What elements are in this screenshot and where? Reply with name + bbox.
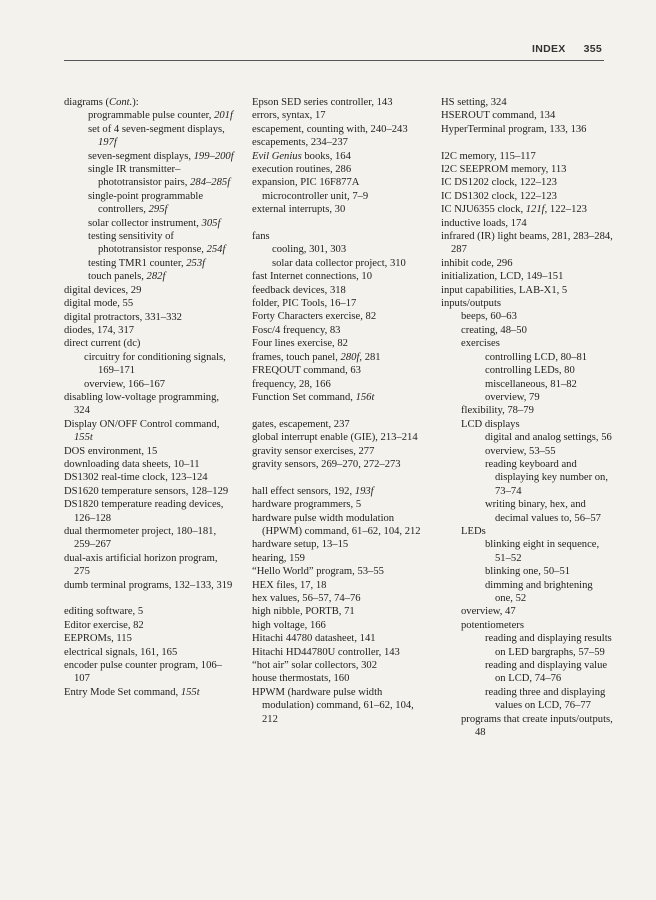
entry-text: gravity sensors, 269–270, 272–273 <box>252 458 401 470</box>
index-subentry <box>441 310 613 323</box>
entry-text: digital protractors, 331–332 <box>64 311 182 323</box>
index-entry <box>252 445 424 458</box>
entry-text: overview, 53–55 <box>485 445 556 457</box>
index-subentry <box>64 123 236 150</box>
index-entry <box>64 311 236 324</box>
entry-text: fast Internet connections, 10 <box>252 271 373 283</box>
index-entry <box>252 659 424 672</box>
index-entry <box>252 672 424 685</box>
index-entry <box>441 284 613 297</box>
index-entry <box>441 190 613 203</box>
entry-text: LEDs <box>461 525 486 537</box>
entry-text: DS1620 temperature sensors, 128–129 <box>64 485 229 497</box>
index-entry <box>252 364 424 377</box>
entry-text: inhibit code, 296 <box>441 257 513 269</box>
index-entry <box>252 163 424 176</box>
letter-group-gap <box>252 471 424 484</box>
entry-text: LCD displays <box>461 418 520 430</box>
entry-text: dimming and brightening one, 52 <box>485 579 593 605</box>
entry-text: IC NJU6355 clock, <box>441 204 526 216</box>
entry-text: dual-axis artificial horizon program, 275 <box>64 552 218 578</box>
entry-text: infrared (IR) light beams, 281, 283–284, 287 <box>441 231 613 256</box>
entry-text: blinking eight in sequence, 51–52 <box>485 539 600 564</box>
entry-italic: 295f <box>148 204 168 216</box>
entry-text: IC DS1202 clock, 122–123 <box>441 177 557 189</box>
entry-text: cooling, 301, 303 <box>272 244 347 256</box>
entry-text: Hitachi 44780 datasheet, 141 <box>252 633 376 645</box>
index-subentry <box>441 337 613 350</box>
entry-text: HSEROUT command, 134 <box>441 110 556 122</box>
index-entry <box>64 458 236 471</box>
index-entry <box>441 297 613 310</box>
letter-group-gap <box>252 217 424 230</box>
entry-italic: 199–200f <box>193 150 234 162</box>
entry-text: fans <box>252 231 270 243</box>
entry-suffix: , 281 <box>359 351 381 363</box>
entry-text: gates, escapement, 237 <box>252 418 350 430</box>
index-entry <box>252 418 424 431</box>
index-entry <box>441 257 613 270</box>
entry-text: inductive loads, 174 <box>441 217 527 229</box>
entry-text: blinking one, 50–51 <box>485 566 571 578</box>
entry-text: frames, touch panel, <box>252 351 341 363</box>
index-entry <box>441 123 613 136</box>
index-entry <box>64 284 236 297</box>
index-entry <box>64 391 236 418</box>
entry-text: “hot air” solar collectors, 302 <box>252 660 378 672</box>
index-subentry <box>441 391 613 404</box>
entry-text: Hitachi HD44780U controller, 143 <box>252 646 400 658</box>
entry-text: set of 4 seven-segment displays, <box>88 123 225 135</box>
index-entry <box>441 109 613 122</box>
index-entry <box>441 150 613 163</box>
entry-text: programmable pulse counter, <box>88 110 215 122</box>
entry-text: reading and displaying results on LED bargraphs, 57–59 <box>485 633 612 658</box>
entry-text: HyperTerminal program, 133, 136 <box>441 123 587 135</box>
letter-group-gap <box>64 592 236 605</box>
index-entry <box>64 619 236 632</box>
entry-text: high nibble, PORTB, 71 <box>252 606 355 618</box>
entry-text: downloading data sheets, 10–11 <box>64 458 200 470</box>
index-entry <box>64 445 236 458</box>
entry-text: Entry Mode Set command, <box>64 686 181 698</box>
index-column-1 <box>64 96 236 699</box>
index-subentry <box>441 445 613 458</box>
entry-text: hex values, 56–57, 74–76 <box>252 592 361 604</box>
index-subentry <box>441 351 613 364</box>
index-entry <box>252 324 424 337</box>
index-entry <box>252 686 424 726</box>
letter-group-gap <box>441 136 613 149</box>
entry-italic: 155t <box>74 432 93 444</box>
entry-suffix: , 122–123 <box>544 204 587 216</box>
index-entry <box>252 123 424 136</box>
entry-text: I2C memory, 115–117 <box>441 150 536 162</box>
index-subentry <box>441 431 613 444</box>
entry-text: writing binary, hex, and decimal values to, 56–57 <box>485 499 601 524</box>
index-entry <box>441 176 613 189</box>
entry-text: HPWM (hardware pulse width modulation) command, 61–62, 104, 212 <box>252 686 414 725</box>
entry-text: Forty Characters exercise, 82 <box>252 311 377 323</box>
index-subentry <box>441 525 613 538</box>
index-entry <box>252 297 424 310</box>
entry-text: diagrams ( <box>64 97 110 108</box>
entry-text: “Hello World” program, 53–55 <box>252 566 384 578</box>
entry-text: disabling low-voltage programming, 324 <box>64 391 220 417</box>
entry-italic: 121f <box>525 204 545 216</box>
index-subentry <box>252 243 424 256</box>
entry-text: feedback devices, 318 <box>252 284 346 296</box>
entry-italic: 282f <box>146 271 166 283</box>
entry-text: reading three and displaying values on LCD, 76–77 <box>485 686 606 712</box>
index-subentry <box>64 257 236 270</box>
index-subentry <box>64 351 236 378</box>
entry-text: Fosc/4 frequency, 83 <box>252 324 341 336</box>
index-entry <box>252 310 424 323</box>
entry-text: overview, 79 <box>485 391 540 403</box>
entry-text: seven-segment displays, <box>88 150 194 162</box>
entry-text: editing software, 5 <box>64 606 144 618</box>
entry-text: touch panels, <box>88 271 147 283</box>
index-entry <box>252 619 424 632</box>
entry-text: circuitry for conditioning signals, 169–171 <box>84 351 226 377</box>
entry-text: controlling LCD, 80–81 <box>485 351 588 363</box>
entry-text: Four lines exercise, 82 <box>252 338 348 350</box>
index-entry <box>441 163 613 176</box>
index-subentry <box>441 418 613 431</box>
index-column-2 <box>252 96 424 726</box>
entry-italic: 201f <box>214 110 233 122</box>
entry-text: digital mode, 55 <box>64 298 134 310</box>
entry-text: diodes, 174, 317 <box>64 324 135 336</box>
entry-text: HEX files, 17, 18 <box>252 579 327 591</box>
entry-italic: 193f <box>354 485 374 497</box>
entry-text: DS1302 real-time clock, 123–124 <box>64 472 208 484</box>
entry-text: external interrupts, 30 <box>252 204 346 216</box>
entry-text: digital and analog settings, 56 <box>485 432 612 444</box>
entry-suffix: ): <box>132 97 139 108</box>
index-entry <box>441 96 613 109</box>
index-subentry <box>441 324 613 337</box>
index-entry <box>64 632 236 645</box>
index-entry <box>64 297 236 310</box>
entry-text: dual thermometer project, 180–181, 259–267 <box>64 526 217 551</box>
entry-text: Display ON/OFF Control command, <box>64 418 220 430</box>
index-subentry <box>441 538 613 565</box>
index-entry <box>441 203 613 216</box>
index-subentry <box>252 257 424 270</box>
entry-text: hall effect sensors, 192, <box>252 485 355 497</box>
entry-text: global interrupt enable (GIE), 213–214 <box>252 432 418 444</box>
page-number: 355 <box>583 43 602 55</box>
entry-italic: 197f <box>98 137 117 149</box>
index-entry <box>64 485 236 498</box>
index-subentry <box>441 565 613 578</box>
entry-text: initialization, LCD, 149–151 <box>441 271 564 283</box>
index-subentry <box>64 163 236 190</box>
index-entry <box>252 605 424 618</box>
index-entry <box>64 579 236 592</box>
index-entry <box>252 378 424 391</box>
index-subentry <box>441 686 613 713</box>
entry-text: programs that create inputs/outputs, 48 <box>461 713 613 739</box>
entry-italic: 305f <box>201 217 221 229</box>
entry-text: input capabilities, LAB-X1, 5 <box>441 284 568 296</box>
index-subentry <box>441 632 613 659</box>
index-entry <box>252 351 424 364</box>
entry-text: encoder pulse counter program, 106–107 <box>64 660 222 685</box>
entry-text: Function Set command, <box>252 391 356 403</box>
index-entry <box>252 552 424 565</box>
index-entry <box>64 418 236 445</box>
index-entry <box>64 471 236 484</box>
entry-text: reading and displaying value on LCD, 74–76 <box>485 660 608 685</box>
index-subentry <box>64 378 236 391</box>
index-subentry <box>441 605 613 618</box>
index-subentry <box>441 659 613 686</box>
entry-italic: 155t <box>180 686 200 698</box>
entry-text: single-point programmable controllers, <box>88 190 204 216</box>
index-entry <box>64 498 236 525</box>
index-entry <box>252 96 424 109</box>
index-subentry <box>441 378 613 391</box>
entry-text: inputs/outputs <box>441 298 502 310</box>
entry-text: HS setting, 324 <box>441 97 507 108</box>
entry-text: hardware pulse width modulation (HPWM) command, 61–62, 104, 212 <box>252 512 421 537</box>
index-entry <box>252 150 424 163</box>
entry-text: hardware programmers, 5 <box>252 499 362 511</box>
entry-text: testing sensitivity of phototransistor response, <box>88 231 207 256</box>
index-entry <box>252 458 424 471</box>
entry-suffix: books, 164 <box>301 150 351 162</box>
index-subentry <box>64 109 236 122</box>
entry-italic: 254f <box>206 244 226 256</box>
entry-text: electrical signals, 161, 165 <box>64 646 178 658</box>
index-subentry <box>441 364 613 377</box>
index-entry <box>64 659 236 686</box>
entry-text: high voltage, 166 <box>252 619 326 631</box>
index-entry <box>252 284 424 297</box>
entry-text: controlling LEDs, 80 <box>485 365 575 377</box>
entry-italic: 156t <box>355 391 375 403</box>
index-entry <box>252 579 424 592</box>
index-subentry <box>441 498 613 525</box>
entry-text: DS1820 temperature reading devices, 126–128 <box>64 499 224 524</box>
header-section: INDEX <box>531 43 566 55</box>
entry-text: miscellaneous, 81–82 <box>485 378 577 390</box>
entry-text: EEPROMs, 115 <box>64 633 132 645</box>
index-subentry <box>441 713 613 740</box>
entry-text: overview, 47 <box>461 606 516 618</box>
index-subentry <box>64 270 236 283</box>
entry-italic: 280f <box>340 351 360 363</box>
entry-text: I2C SEEPROM memory, 113 <box>441 164 567 176</box>
entry-text: direct current (dc) <box>64 338 141 350</box>
index-entry <box>252 592 424 605</box>
index-entry <box>252 230 424 243</box>
entry-text: errors, syntax, 17 <box>252 110 326 122</box>
entry-text: single IR transmitter–phototransistor pairs, <box>88 164 191 189</box>
index-entry <box>64 324 236 337</box>
entry-text: solar collector instrument, <box>88 217 202 229</box>
running-header <box>532 43 602 55</box>
entry-text: gravity sensor exercises, 277 <box>252 445 375 457</box>
entry-text: exercises <box>461 338 500 350</box>
index-entry <box>252 136 424 149</box>
index-entry <box>252 512 424 539</box>
entry-text: testing TMR1 counter, <box>88 257 187 269</box>
entry-text: execution routines, 286 <box>252 164 352 176</box>
entry-text: solar data collector project, 310 <box>272 257 406 269</box>
index-subentry <box>441 579 613 606</box>
index-entry <box>64 646 236 659</box>
index-subentry <box>64 190 236 217</box>
index-subentry <box>64 150 236 163</box>
entry-text: overview, 166–167 <box>84 378 166 390</box>
entry-text: reading keyboard and displaying key number on, 73–74 <box>485 458 608 497</box>
index-subentry <box>441 619 613 632</box>
index-entry <box>252 632 424 645</box>
entry-italic: Cont. <box>109 97 133 108</box>
entry-text: Editor exercise, 82 <box>64 619 144 631</box>
entry-text: DOS environment, 15 <box>64 445 158 457</box>
index-column-3 <box>441 96 613 739</box>
header-rule <box>64 60 604 61</box>
index-entry <box>252 270 424 283</box>
entry-text: creating, 48–50 <box>461 324 527 336</box>
index-entry <box>252 176 424 203</box>
entry-text: escapements, 234–237 <box>252 137 348 149</box>
entry-text: flexibility, 78–79 <box>461 405 534 417</box>
entry-text: FREQOUT command, 63 <box>252 365 361 377</box>
index-entry <box>64 96 236 109</box>
index-entry <box>441 230 613 257</box>
entry-text: hearing, 159 <box>252 552 305 564</box>
index-entry <box>252 498 424 511</box>
index-entry <box>252 538 424 551</box>
index-entry <box>252 431 424 444</box>
entry-text: Epson SED series controller, 143 <box>252 97 393 108</box>
index-entry <box>252 391 424 404</box>
entry-text: escapement, counting with, 240–243 <box>252 123 408 135</box>
entry-text: house thermostats, 160 <box>252 673 350 685</box>
index-entry <box>252 485 424 498</box>
index-entry <box>441 270 613 283</box>
index-entry <box>64 525 236 552</box>
index-entry <box>64 605 236 618</box>
entry-italic: Evil Genius <box>252 150 302 162</box>
entry-text: folder, PIC Tools, 16–17 <box>252 298 357 310</box>
entry-text: potentiometers <box>461 619 524 631</box>
index-entry <box>252 203 424 216</box>
index-subentry <box>441 404 613 417</box>
index-entry <box>252 337 424 350</box>
entry-text: dumb terminal programs, 132–133, 319 <box>64 579 233 591</box>
entry-text: hardware setup, 13–15 <box>252 539 349 551</box>
index-entry <box>441 217 613 230</box>
entry-italic: 284–285f <box>190 177 231 189</box>
entry-text: expansion, PIC 16F877A microcontroller unit, 7–9 <box>252 177 369 202</box>
index-entry <box>64 686 236 699</box>
index-entry <box>252 565 424 578</box>
index-entry <box>252 109 424 122</box>
entry-text: IC DS1302 clock, 122–123 <box>441 190 557 202</box>
index-subentry <box>64 230 236 257</box>
entry-text: digital devices, 29 <box>64 284 142 296</box>
index-entry <box>64 552 236 579</box>
index-entry <box>252 646 424 659</box>
letter-group-gap <box>252 404 424 417</box>
index-subentry <box>64 217 236 230</box>
index-entry <box>64 337 236 350</box>
entry-italic: 253f <box>186 257 206 269</box>
entry-text: frequency, 28, 166 <box>252 378 331 390</box>
entry-text: beeps, 60–63 <box>461 311 517 323</box>
index-subentry <box>441 458 613 498</box>
